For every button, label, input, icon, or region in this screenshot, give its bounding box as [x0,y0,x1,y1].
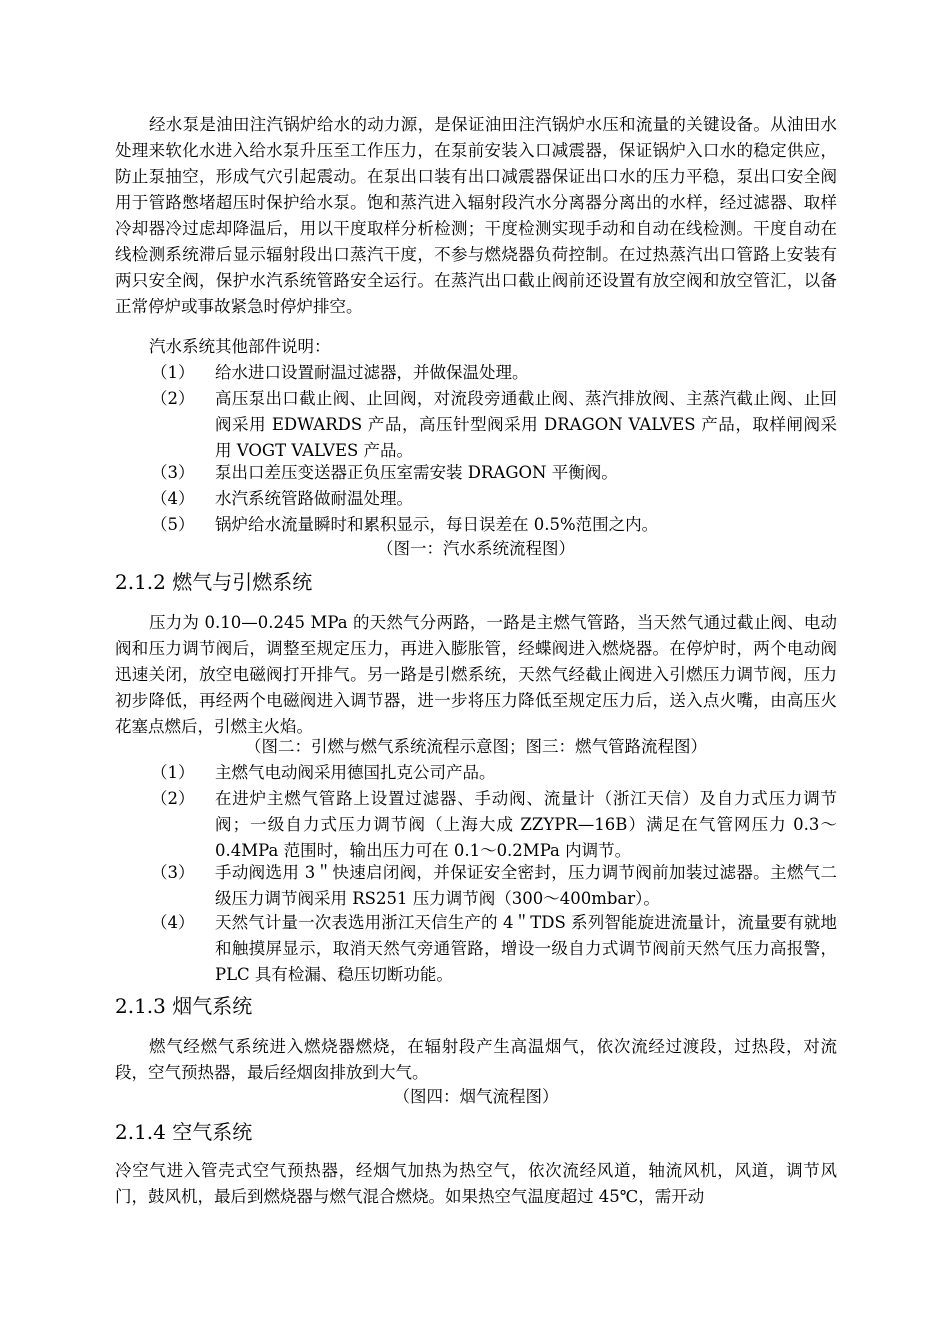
list-item-number: （4） [151,913,195,932]
list-item-text: 在进炉主燃气管路上设置过滤器、手动阀、流量计（浙江天信）及自力式压力调节阀；一级自力式压力调节阀（上海大成 ZZYPR—16B）满足在气管网压力 0.3～0.4MPa 范围时，输出压力可在 0.1～0.2MPa 内调节。 [215,789,837,860]
list-item-text: 高压泵出口截止阀、止回阀，对流段旁通截止阀、蒸汽排放阀、主蒸汽截止阀、止回阀采用 EDWARDS 产品，高压针型阀采用 DRAGON VALVES 产品，取样闸阀采用 VOGT VALVES 产品。 [215,389,837,460]
list-item [115,860,837,912]
list-item-number: （1） [151,763,195,782]
paragraph-air-system: 冷空气进入管壳式空气预热器，经烟气加热为热空气，依次流经风道，轴流风机，风道，调节风门，鼓风机，最后到燃烧器与燃气混合燃烧。如果热空气温度超过 45℃，需开动 [115,1161,837,1206]
list-item-number: （3） [151,463,195,482]
list-item [115,360,837,386]
section-heading: 2.1.2 燃气与引燃系统 [115,570,313,594]
list-item [115,460,837,486]
list-item [115,486,837,512]
list-item-text: 主燃气电动阀采用德国扎克公司产品。 [215,763,496,782]
list-item-text: 给水进口设置耐温过滤器，并做保温处理。 [215,363,529,382]
list-item-text: 泵出口差压变送器正负压室需安装 DRAGON 平衡阀。 [215,463,618,482]
section-heading: 2.1.4 空气系统 [115,1120,253,1144]
figure-caption: （图四：烟气流程图） [393,1087,559,1106]
list-item-number: （3） [151,863,195,882]
paragraph-feedwater-pump: 经水泵是油田注汽锅炉给水的动力源，是保证油田注汽锅炉水压和流量的关键设备。从油田水处理来软化水进入给水泵升压至工作压力，在泵前安装入口减震器，保证锅炉入口水的稳定供应，防止泵抽空，形成气穴引起震动。在泵出口装有出口减震器保证出口水的压力平稳，泵出口安全阀用于管路憋堵超压时保护给水泵。饱和蒸汽进入辐射段汽水分离器分离出的水样，经过滤器、取样冷却器冷过虑却降温后，用以干度取样分析检测；干度检测实现手动和自动在线检测。干度自动在线检测系统滞后显示辐射段出口蒸汽干度，不参与燃烧器负荷控制。在过热蒸汽出口管路上安装有两只安全阀，保护水汽系统管路安全运行。在蒸汽出口截止阀前还设置有放空阀和放空管汇，以备正常停炉或事故紧急时停炉排空。 [115,115,837,316]
list-item-text: 手动阀选用 3＂快速启闭阀，并保证安全密封，压力调节阀前加装过滤器。主燃气二级压力调节阀采用 RS251 压力调节阀（300～400mbar）。 [215,863,837,908]
paragraph-gas-system: 压力为 0.10—0.245 MPa 的天然气分两路，一路是主燃气管路，当天然气通过截止阀、电动阀和压力调节阀后，调整至规定压力，再进入膨胀管，经蝶阀进入燃烧器。在停炉时，两个电动阀迅速关闭，放空电磁阀打开排气。另一路是引燃系统，天然气经截止阀进入引燃压力调节阀，压力初步降低，再经两个电磁阀进入调节器，进一步将压力降低至规定压力后，送入点火嘴，由高压火花塞点燃后，引燃主火焰。 [115,613,837,736]
list-item [115,512,837,538]
section-heading: 2.1.3 烟气系统 [115,994,253,1018]
paragraph-other-parts-intro: 汽水系统其他部件说明： [149,337,331,356]
list-item [115,786,837,864]
list-item-number: （2） [151,389,195,408]
list-item-number: （1） [151,363,195,382]
list-item [115,386,837,464]
list-item-number: （2） [151,789,195,808]
list-item-text: 天然气计量一次表选用浙江天信生产的 4＂TDS 系列智能旋进流量计，流量要有就地和触摸屏显示，取消天然气旁通管路，增设一级自力式调节阀前天然气压力高报警，PLC 具有检漏、稳压切断功能。 [215,913,837,984]
list-item [115,760,837,786]
list-item-number: （4） [151,489,195,508]
list-item-text: 锅炉给水流量瞬时和累积显示，每日误差在 0.5%范围之内。 [215,515,659,534]
figure-caption: （图二：引燃与燃气系统流程示意图；图三：燃气管路流程图） [245,737,707,756]
paragraph-flue-gas: 燃气经燃气系统进入燃烧器燃烧，在辐射段产生高温烟气，依次流经过渡段，过热段，对流段，空气预热器，最后经烟囱排放到大气。 [115,1037,837,1082]
list-item-text: 水汽系统管路做耐温处理。 [215,489,413,508]
list-item [115,910,837,988]
figure-caption: （图一：汽水系统流程图） [377,539,575,558]
list-item-number: （5） [151,515,195,534]
